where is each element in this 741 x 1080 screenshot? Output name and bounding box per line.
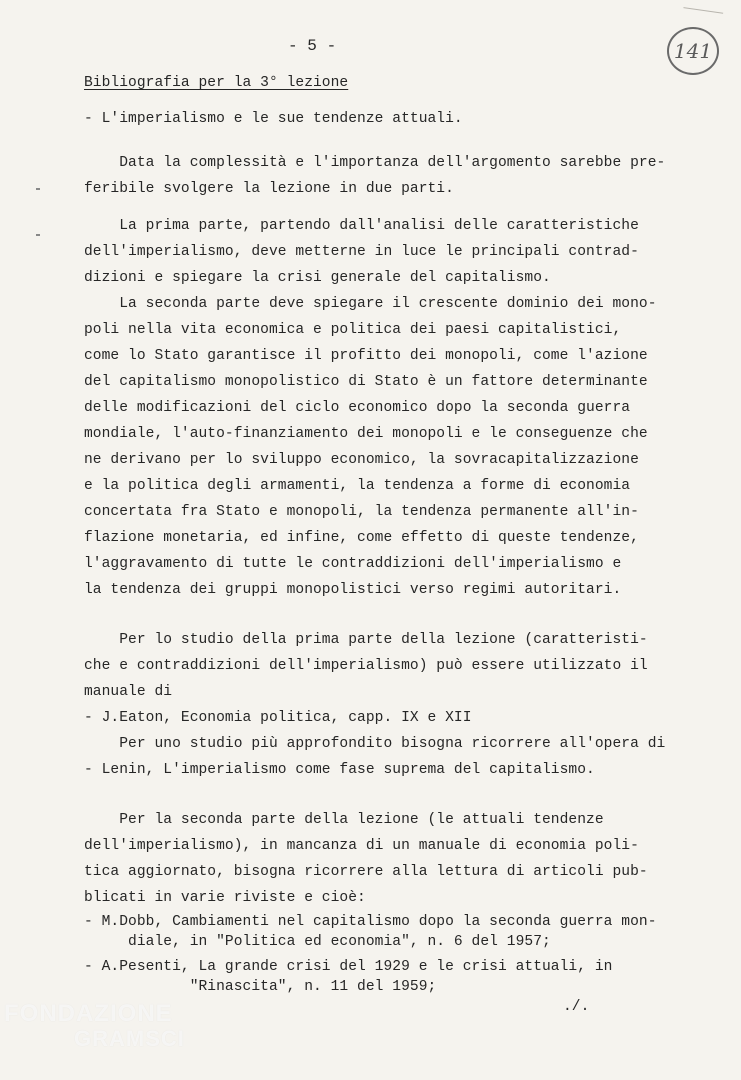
text-line: Data la complessità e l'importanza dell'argomento sarebbe pre- [84, 155, 666, 171]
text-line: flazione monetaria, ed infine, come effetto di queste tendenze, [84, 530, 639, 546]
text-line: dizioni e spiegare la crisi generale del capitalismo. [84, 270, 551, 286]
text-line: che e contraddizioni dell'imperialismo) può essere utilizzato il [84, 658, 648, 674]
bibliography-heading: Bibliografia per la 3° lezione [84, 75, 349, 91]
archive-stamp: 141 [667, 27, 719, 75]
page-number: - 5 - [288, 37, 337, 55]
text-line: Per la seconda parte della lezione (le attuali tendenze [84, 812, 604, 828]
continuation-mark: ./. [563, 999, 590, 1015]
archive-watermark [4, 1000, 185, 1052]
margin-mark [36, 234, 40, 236]
margin-mark [36, 188, 40, 190]
reference-item: - J.Eaton, Economia politica, capp. IX e XII [84, 710, 472, 726]
text-line: dell'imperialismo), in mancanza di un manuale di economia poli- [84, 838, 639, 854]
text-line: come lo Stato garantisce il profitto dei monopoli, come l'azione [84, 348, 648, 364]
text-line: l'aggravamento di tutte le contraddizioni dell'imperialismo e [84, 556, 622, 572]
text-line: feribile svolgere la lezione in due parti. [84, 181, 454, 197]
text-line: ne derivano per lo sviluppo economico, la sovracapitalizzazione [84, 452, 639, 468]
watermark-line-2: GRAMSCI [74, 1026, 185, 1051]
reference-continuation: diale, in "Politica ed economia", n. 6 del 1957; [84, 934, 551, 950]
reference-item: - Lenin, L'imperialismo come fase suprema del capitalismo. [84, 762, 595, 778]
reference-continuation: "Rinascita", n. 11 del 1959; [84, 979, 437, 995]
text-line: concertata fra Stato e monopoli, la tendenza permanente all'in- [84, 504, 639, 520]
text-line: delle modificazioni del ciclo economico dopo la seconda guerra [84, 400, 631, 416]
text-line: tica aggiornato, bisogna ricorrere alla lettura di articoli pub- [84, 864, 648, 880]
reference-item: - A.Pesenti, La grande crisi del 1929 e le crisi attuali, in [84, 959, 613, 975]
watermark-line-1: FONDAZIONE [4, 1000, 173, 1027]
text-line: manuale di [84, 684, 173, 700]
text-line: La seconda parte deve spiegare il crescente dominio dei mono- [84, 296, 657, 312]
text-line: la tendenza dei gruppi monopolistici verso regimi autoritari. [84, 582, 622, 598]
text-line: Per uno studio più approfondito bisogna ricorrere all'opera di [84, 736, 666, 752]
text-line: e la politica degli armamenti, la tendenza a forme di economia [84, 478, 631, 494]
reference-item: - M.Dobb, Cambiamenti nel capitalismo dopo la seconda guerra mon- [84, 914, 657, 930]
text-line: del capitalismo monopolistico di Stato è un fattore determinante [84, 374, 648, 390]
text-line: mondiale, l'auto-finanziamento dei monopoli e le conseguenze che [84, 426, 648, 442]
text-line: La prima parte, partendo dall'analisi delle caratteristiche [84, 218, 639, 234]
topic-text: - L'imperialismo e le sue tendenze attuali. [84, 111, 463, 127]
page-corner-mark [683, 0, 724, 14]
text-line: poli nella vita economica e politica dei paesi capitalistici, [84, 322, 622, 338]
text-line: Per lo studio della prima parte della lezione (caratteristi- [84, 632, 648, 648]
lesson-topic [84, 112, 463, 127]
text-line: blicati in varie riviste e cioè: [84, 890, 366, 906]
text-line: dell'imperialismo, deve metterne in luce le principali contrad- [84, 244, 639, 260]
